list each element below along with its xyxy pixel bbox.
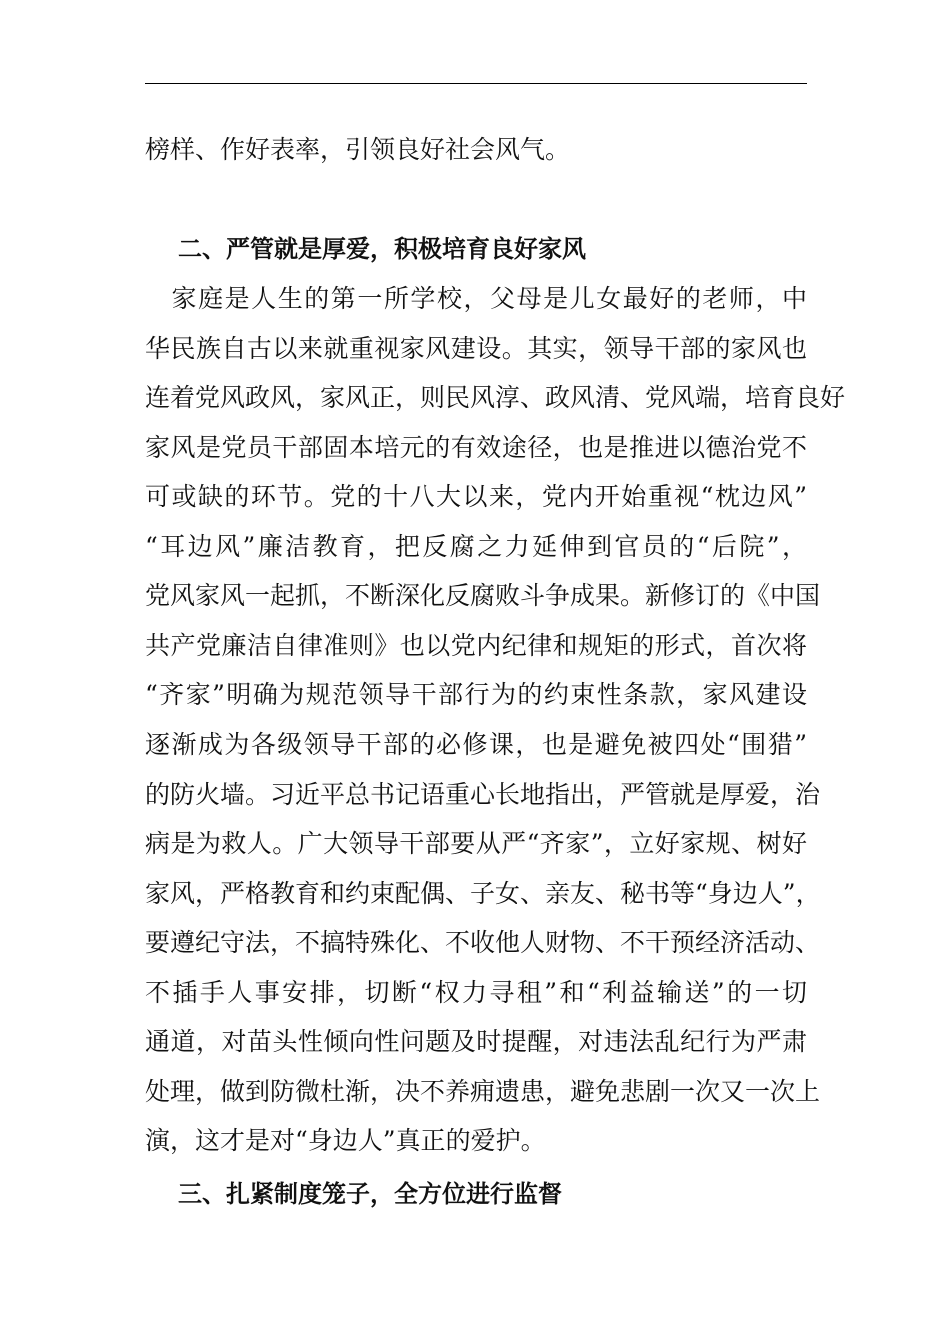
paragraph-line: 演，这才是对“身边人”真正的爱护。 (145, 1126, 546, 1155)
header-rule (145, 83, 807, 84)
paragraph-line: 华民族自古以来就重视家风建设。其实，领导干部的家风也 (145, 334, 807, 363)
paragraph-line: 处理，做到防微杜渐，决不养痈遗患，避免悲剧一次又一次上 (145, 1077, 821, 1106)
section-heading-3: 三、扎紧制度笼子，全方位进行监督 (178, 1180, 562, 1208)
paragraph-line: 家风是党员干部固本培元的有效途径，也是推进以德治党不 (145, 433, 807, 462)
paragraph-line: 可或缺的环节。党的十八大以来，党内开始重视“枕边风” (145, 482, 807, 511)
section-heading-2: 二、严管就是厚爱，积极培育良好家风 (178, 235, 586, 263)
paragraph-line: “齐家”明确为规范领导干部行为的约束性条款，家风建设 (145, 680, 807, 709)
paragraph-line: 连着党风政风，家风正，则民风淳、政风清、党风端，培育良好 (145, 383, 846, 412)
continuation-line: 榜样、作好表率，引领良好社会风气。 (145, 135, 571, 164)
paragraph-line: 逐渐成为各级领导干部的必修课，也是避免被四处“围猎” (145, 730, 807, 759)
paragraph-line: 不插手人事安排，切断“权力寻租”和“利益输送”的一切 (145, 978, 807, 1007)
paragraph-line: 的防火墙。习近平总书记语重心长地指出，严管就是厚爱，治 (145, 780, 821, 809)
paragraph-line: “耳边风”廉洁教育，把反腐之力延伸到官员的“后院”， (145, 532, 808, 561)
paragraph-line: 共产党廉洁自律准则》也以党内纪律和规矩的形式，首次将 (145, 631, 807, 660)
paragraph-line: 家风，严格教育和约束配偶、子女、亲友、秘书等“身边人”， (145, 879, 821, 908)
paragraph-line: 党风家风一起抓，不断深化反腐败斗争成果。新修订的《中国 (145, 581, 821, 610)
paragraph-line: 家庭是人生的第一所学校，父母是儿女最好的老师，中 (145, 284, 807, 313)
paragraph-line: 通道，对苗头性倾向性问题及时提醒，对违法乱纪行为严肃 (145, 1027, 807, 1056)
paragraph-line: 要遵纪守法，不搞特殊化、不收他人财物、不干预经济活动、 (145, 928, 821, 957)
paragraph-line: 病是为救人。广大领导干部要从严“齐家”，立好家规、树好 (145, 829, 807, 858)
